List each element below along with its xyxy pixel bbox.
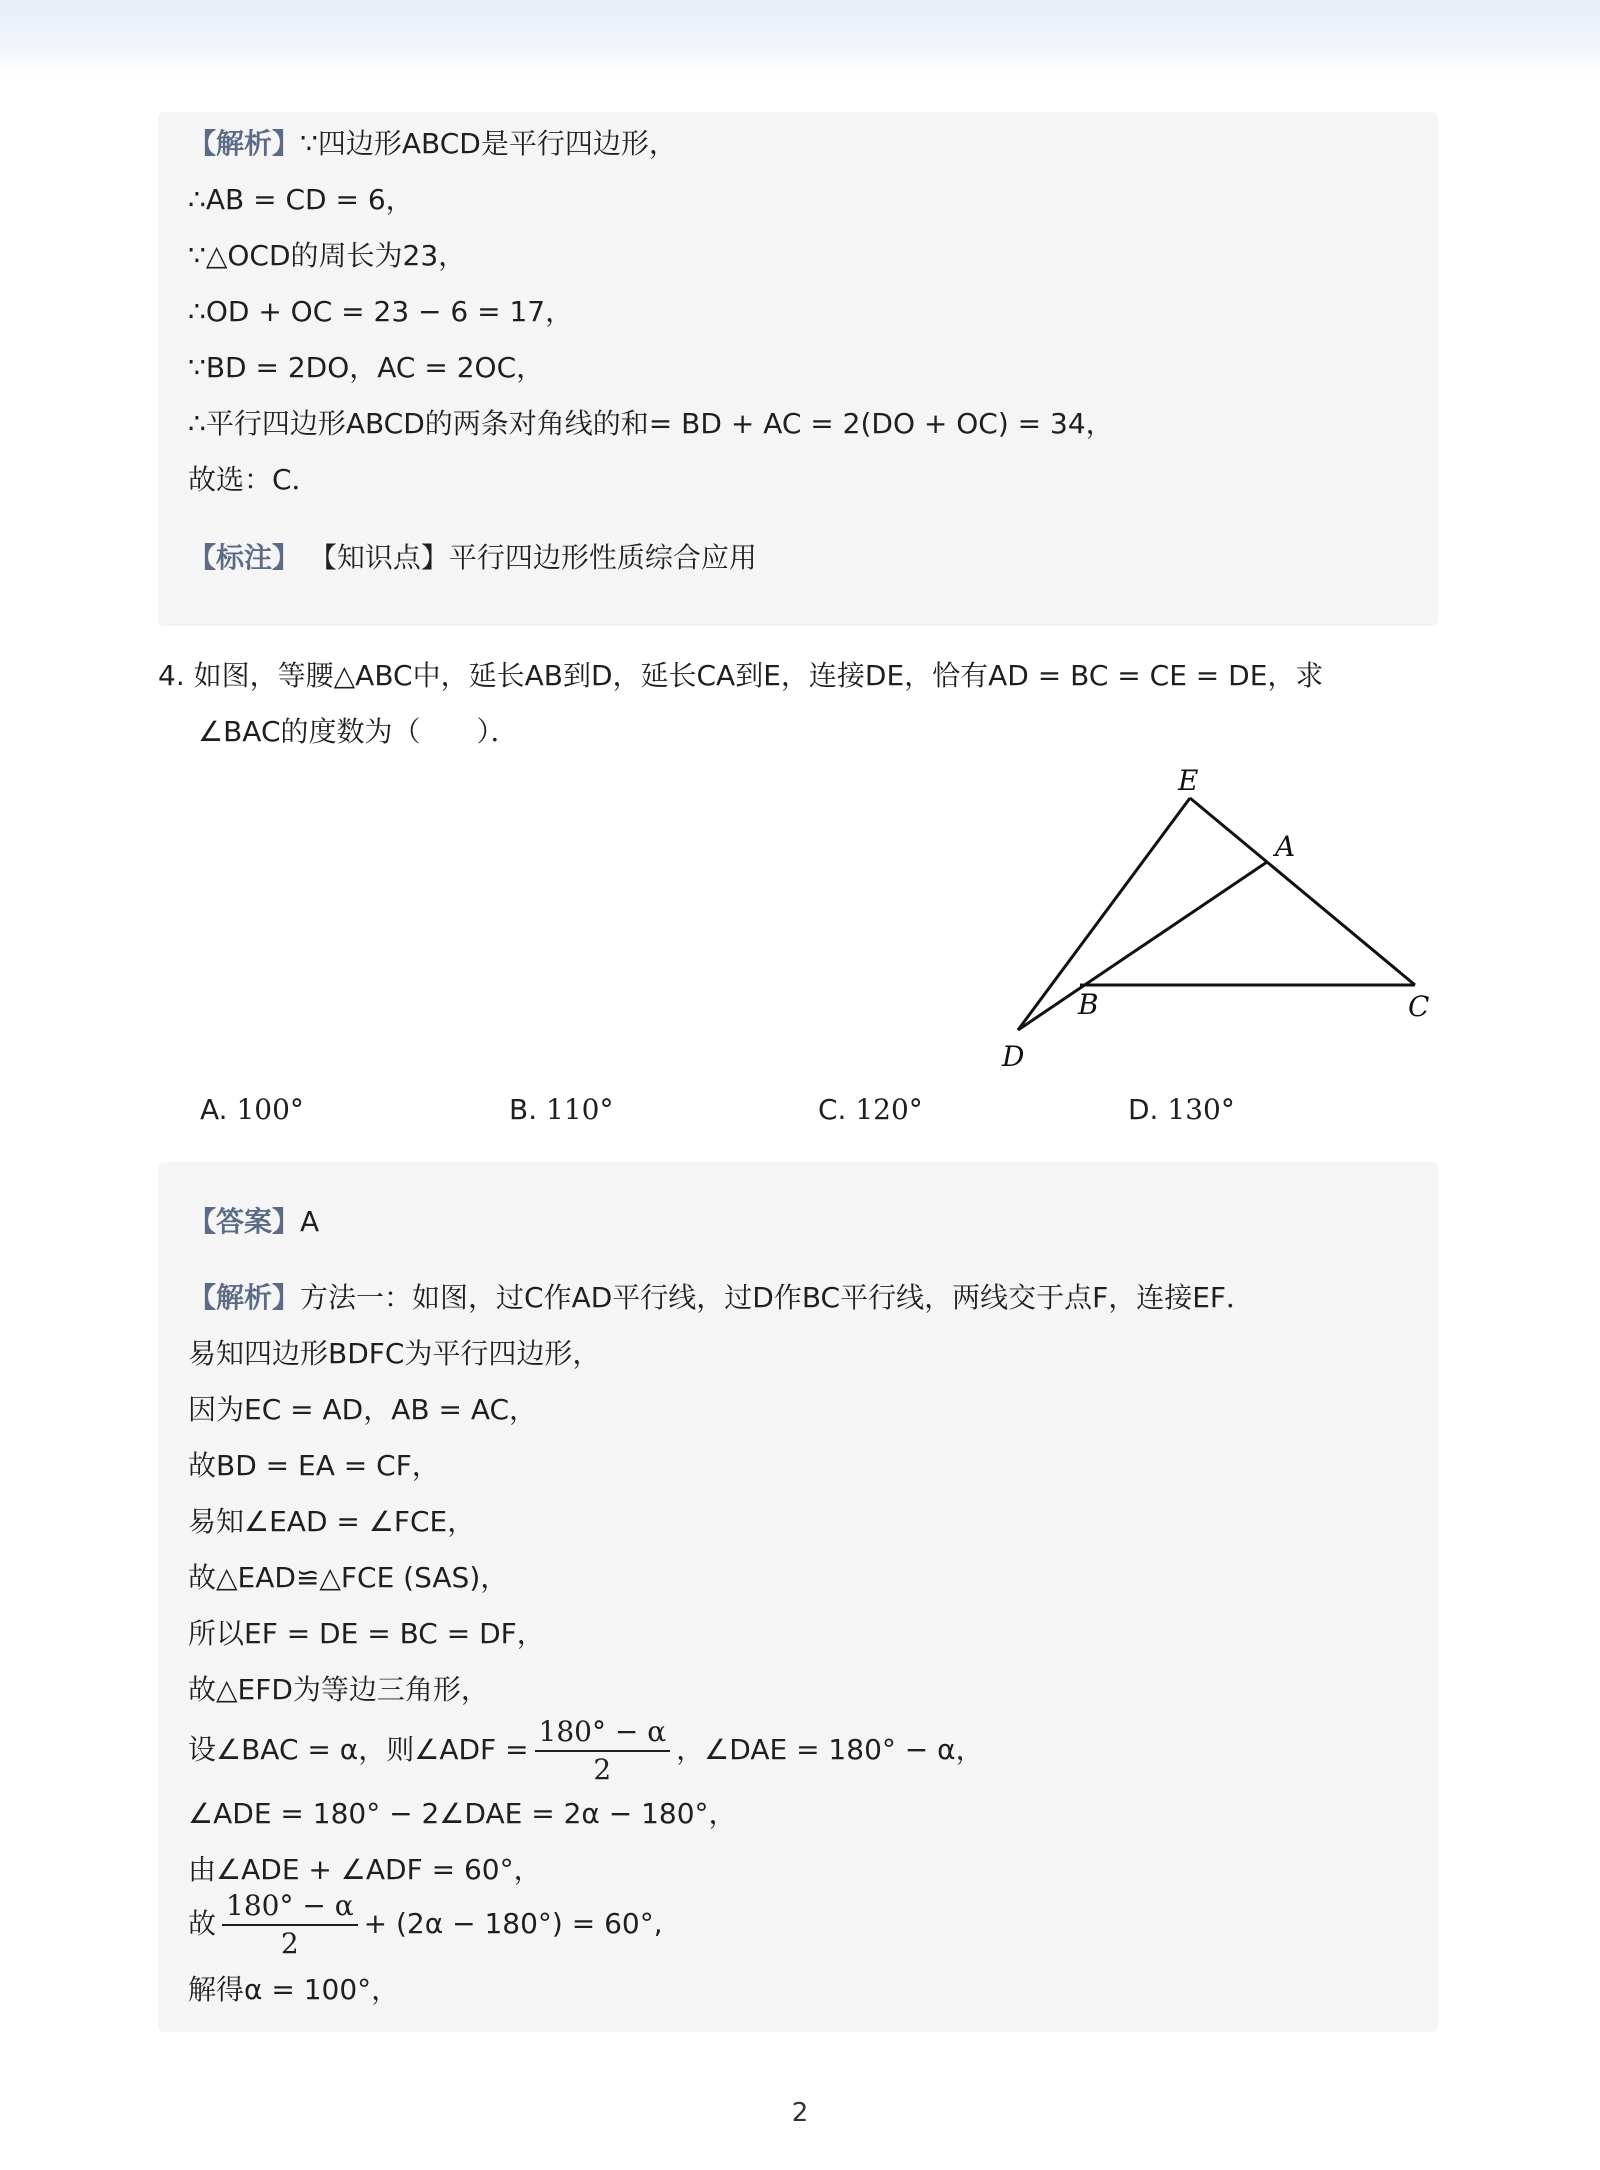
triangle-figure — [990, 758, 1450, 1078]
option-a[interactable]: A. 100° — [200, 1093, 304, 1126]
question-text: 如图，等腰△ABC中，延长AB到D，延长CA到E，连接DE，恰有AD = BC = CE = DE，求 — [193, 659, 1324, 692]
page-number: 2 — [791, 2098, 809, 2128]
label-C: C — [1408, 990, 1430, 1023]
segment-ED — [1018, 798, 1190, 1030]
analysis-line: 易知四边形BDFC为平行四边形， — [188, 1337, 601, 1370]
analysis-tag: 【解析】 — [188, 127, 301, 160]
label-D: D — [1002, 1040, 1025, 1073]
analysis-line: ∵BD = 2DO，AC = 2OC， — [188, 351, 545, 384]
label-B: B — [1078, 988, 1099, 1021]
answer-value: A — [300, 1205, 320, 1238]
analysis-line: 易知∠EAD = ∠FCE， — [188, 1505, 476, 1538]
answer-tag: 【答案】 — [188, 1205, 301, 1238]
set-alpha-line: 设∠BAC = α，则∠ADF = $\frac{180^\circ - \alpha}{2}$ ，∠DAE = 180° − α， — [188, 1715, 984, 1786]
analysis-line: ∵△OCD的周长为23， — [188, 239, 467, 272]
analysis-line: 故△EFD为等边三角形， — [188, 1673, 489, 1706]
question-number: 4. — [158, 659, 185, 692]
question-line-1 — [158, 656, 1323, 696]
analysis-line: 故△EAD≌△FCE (SAS)， — [188, 1561, 509, 1594]
note-tag: 【标注】 — [188, 541, 301, 574]
analysis-line: 【解析】∵四边形ABCD是平行四边形， — [188, 127, 677, 160]
analysis-line: ∴平行四边形ABCD的两条对角线的和= BD + AC = 2(DO + OC) = 34， — [188, 407, 1114, 440]
equation-line: 故 $\frac{180^\circ - \alpha}{2}$ + (2α − 180°) = 60°, — [188, 1889, 663, 1960]
page-header-band — [0, 0, 1600, 76]
label-A: A — [1275, 830, 1296, 863]
analysis-line: ∴AB = CD = 6， — [188, 183, 414, 216]
knowledge-note: 【标注】 【知识点】平行四边形性质综合应用 — [188, 541, 757, 574]
analysis-line: ∠ADE = 180° − 2∠DAE = 2α − 180°， — [188, 1797, 737, 1830]
analysis-line: 所以EF = DE = BC = DF， — [188, 1617, 545, 1650]
analysis-tag: 【解析】 — [188, 1281, 301, 1314]
question-line-2: ∠BAC的度数为（ ）． — [198, 715, 519, 748]
answer-line — [188, 1202, 319, 1242]
analysis-line: 因为EC = AD，AB = AC， — [188, 1393, 538, 1426]
analysis-box-1 — [158, 112, 1438, 626]
fraction: $\frac{180^\circ - \alpha}{2}$ — [535, 1714, 671, 1788]
analysis-line: 【解析】方法一：如图，过C作AD平行线，过D作BC平行线，两线交于点F，连接EF． — [188, 1281, 1255, 1314]
option-c[interactable]: C. 120° — [818, 1093, 923, 1126]
segment-DA — [1018, 862, 1267, 1030]
analysis-line: 故选：C． — [188, 463, 320, 496]
analysis-line: 由∠ADE + ∠ADF = 60°， — [188, 1853, 542, 1886]
answer-box — [158, 1162, 1438, 2032]
option-d[interactable]: D. 130° — [1128, 1093, 1235, 1126]
analysis-line: 故BD = EA = CF， — [188, 1449, 440, 1482]
label-E: E — [1178, 764, 1199, 797]
analysis-line: 解得α = 100°， — [188, 1973, 400, 2006]
option-b[interactable]: B. 110° — [509, 1093, 614, 1126]
fraction: $\frac{180^\circ - \alpha}{2}$ — [222, 1888, 358, 1962]
analysis-line: ∴OD + OC = 23 − 6 = 17， — [188, 295, 574, 328]
